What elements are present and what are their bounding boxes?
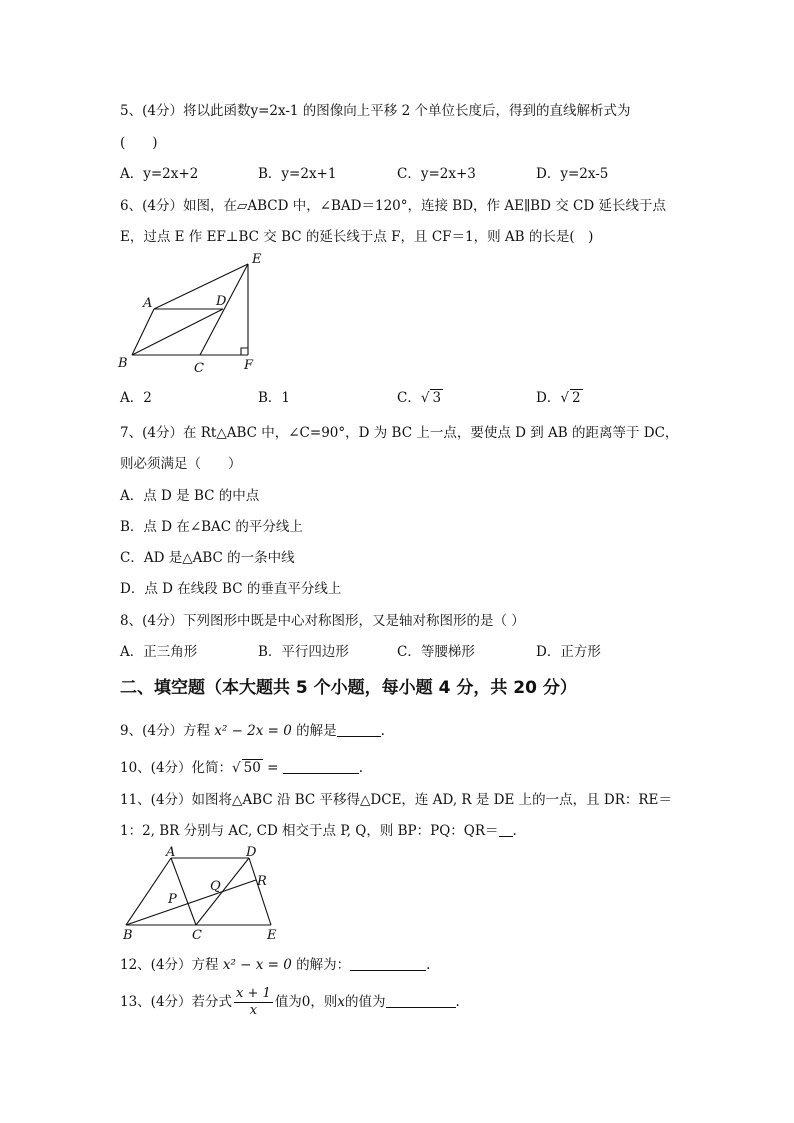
- q6-label-e: E: [252, 252, 262, 267]
- q6-option-d-prefix: D．: [536, 390, 561, 406]
- q9-suffix: 的解是: [296, 723, 337, 739]
- q6-right-angle-mark: [241, 348, 248, 355]
- q9-answer-blank[interactable]: [337, 722, 381, 737]
- q6-option-d-radicand: 2: [571, 390, 581, 406]
- q6-label-c: C: [194, 361, 204, 376]
- q12-prefix: 12、(4分）方程: [120, 957, 219, 973]
- q5-option-c: C．y=2x+3: [397, 166, 476, 182]
- q12-answer-blank[interactable]: [350, 956, 426, 971]
- q10-end: .: [358, 760, 364, 776]
- q9-end: .: [380, 723, 385, 739]
- q6-line-ae: [154, 264, 248, 309]
- section-2-title: 二、填空题（本大题共 5 个小题，每小题 4 分，共 20 分）: [120, 678, 577, 698]
- q11-line-br: [126, 880, 256, 925]
- q8-option-b: B．平行四边形: [258, 644, 349, 660]
- q5-option-d: D．y=2x-5: [536, 166, 609, 182]
- q7-line2: 则必须满足（ ）: [120, 456, 242, 472]
- q6-option-c-prefix: C．: [397, 390, 421, 406]
- q8-option-a: A．正三角形: [120, 644, 198, 660]
- q6-line-bd: [132, 309, 223, 355]
- q5-option-a: A．y=2x+2: [120, 166, 199, 182]
- q11-line2: [120, 821, 517, 841]
- q13-suffix: 值为0，则: [274, 994, 338, 1010]
- q11-end: .: [512, 823, 517, 839]
- q11-label-d: D: [246, 845, 257, 860]
- q13-variable: x: [337, 994, 346, 1010]
- q11-line-de: [249, 858, 271, 925]
- q6-option-d: D．√ 2: [536, 390, 581, 406]
- q6-label-a: A: [143, 296, 153, 311]
- q13-prefix: 13、(4分）若分式: [120, 994, 233, 1010]
- q11-label-a: A: [166, 845, 176, 860]
- q11-line2-text: 1：2, BR 分别与 AC, CD 相交于点 P, Q，则 BP：PQ：QR＝: [120, 823, 499, 839]
- q13-fraction: [234, 986, 273, 1019]
- q6-line-ba: [132, 309, 154, 355]
- q10-radicand: 50: [243, 760, 261, 776]
- q12-line: [120, 955, 430, 975]
- q7-option-b: B．点 D 在∠BAC 的平分线上: [120, 519, 303, 535]
- q13-line: [120, 982, 460, 1022]
- q10-prefix: 10、(4分）化简：: [120, 760, 233, 776]
- q9-prefix: 9、(4分）方程: [120, 723, 210, 739]
- q7-option-a: A．点 D 是 BC 的中点: [120, 488, 260, 504]
- q11-figure: [118, 843, 288, 943]
- q8-line1: 8、(4分）下列图形中既是中心对称图形，又是轴对称图形的是（ ）: [120, 613, 525, 629]
- q11-line-ba: [126, 858, 171, 925]
- q11-label-r: R: [257, 874, 267, 889]
- q11-label-c: C: [192, 928, 202, 943]
- q8-option-d: D．正方形: [536, 644, 601, 660]
- q7-option-d: D．点 D 在线段 BC 的垂直平分线上: [120, 581, 342, 597]
- q9-line: [120, 721, 385, 741]
- q10-line: 10、(4分）化简：√ 50 = .: [120, 760, 364, 776]
- q12-end: .: [426, 957, 431, 973]
- q5-line1: 5、(4分）将以此函数y=2x-1 的图像向上平移 2 个单位长度后，得到的直线解析式为: [120, 103, 631, 119]
- q13-suffix2: 的值为: [345, 994, 386, 1010]
- q6-option-c-radicand: 3: [432, 390, 442, 406]
- q6-line2: E，过点 E 作 EF⊥BC 交 BC 的延长线于点 F，且 CF＝1，则 AB 的长是( ): [120, 229, 594, 245]
- q13-answer-blank[interactable]: [386, 993, 456, 1008]
- q6-label-d: D: [216, 294, 227, 309]
- q9-equation: x² − 2x = 0: [214, 723, 292, 739]
- q6-label-b: B: [118, 356, 128, 371]
- q10-answer-blank[interactable]: [283, 759, 359, 774]
- q11-label-e: E: [267, 928, 277, 943]
- q10-equals: =: [262, 760, 279, 776]
- q6-option-a: A．2: [120, 390, 152, 406]
- q5-option-b: B．y=2x+1: [258, 166, 337, 182]
- q13-end: .: [455, 994, 460, 1010]
- q6-option-c: C．√ 3: [397, 390, 442, 406]
- q6-line1: 6、(4分）如图，在▱ABCD 中，∠BAD＝120°，连接 BD，作 AE∥BD 交 CD 延长线于点: [120, 198, 666, 214]
- q13-numerator: x + 1: [236, 986, 271, 1001]
- q12-equation: x² − x = 0: [222, 957, 292, 973]
- q11-label-b: B: [123, 928, 133, 943]
- q11-answer-blank[interactable]: [499, 822, 513, 837]
- q12-suffix: 的解为：: [296, 957, 351, 973]
- q6-figure: [110, 248, 280, 376]
- q8-option-c: C．等腰梯形: [397, 644, 475, 660]
- q11-line1: 11、(4分）如图将△ABC 沿 BC 平移得△DCE，连 AD, R 是 DE 上的一点，且 DR：RE＝: [120, 792, 672, 808]
- q6-label-f: F: [244, 358, 254, 373]
- q6-option-b: B．1: [258, 390, 291, 406]
- q7-option-c: C．AD 是△ABC 的一条中线: [120, 550, 295, 566]
- q5-line2: ( ): [120, 135, 158, 151]
- q11-label-p: P: [168, 892, 177, 907]
- q13-denominator: x: [249, 1003, 258, 1018]
- q7-line1: 7、(4分）在 Rt△ABC 中，∠C=90°，D 为 BC 上一点，要使点 D 到 AB 的距离等于 DC，: [120, 425, 679, 441]
- q11-label-q: Q: [210, 879, 221, 894]
